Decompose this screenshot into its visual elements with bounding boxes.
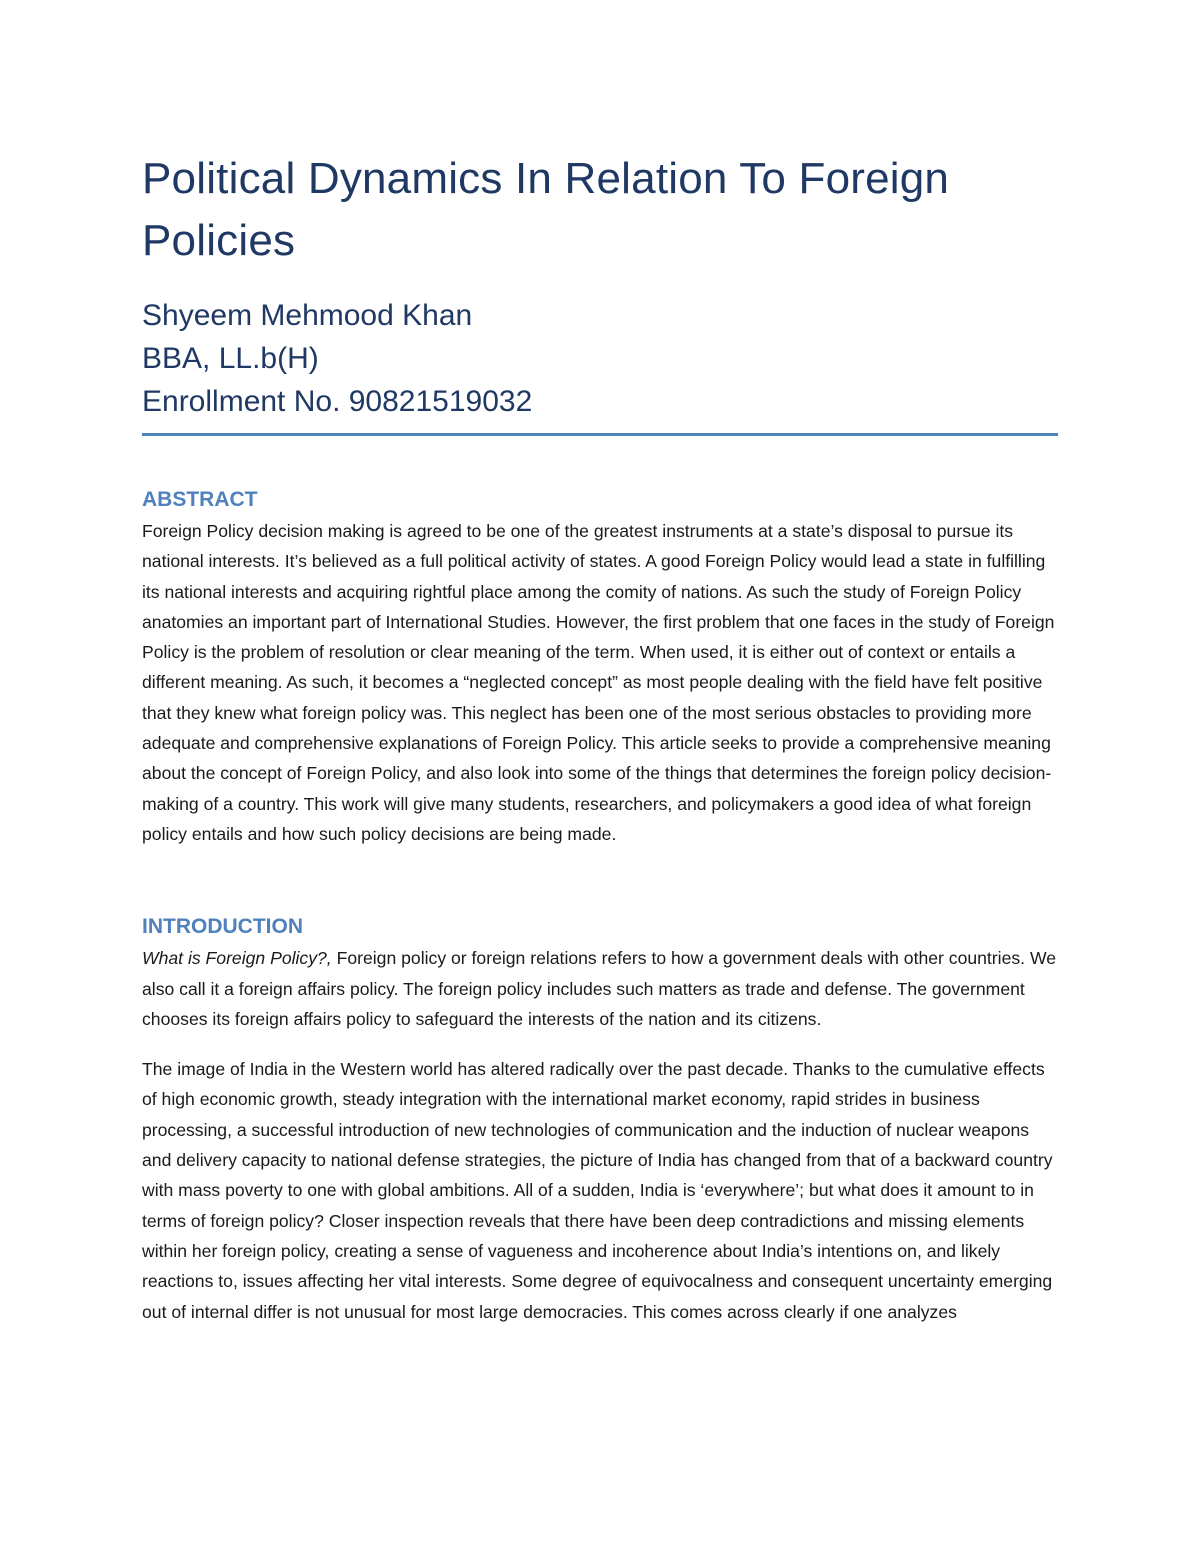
introduction-paragraph-2: The image of India in the Western world has altered radically over the past decade. Thanks to the cumulative effects of high economic growth, steady integration with the international market economy, rapid strides in business processing, a successful introduction of new technologies of communication and the induction of nuclear weapons and delivery capacity to national defense strategies, the picture of India has changed from that of a backward country with mass poverty to one with global ambitions. All of a sudden, India is ‘everywhere’; but what does it amount to in terms of foreign policy? Closer inspection reveals that there have been deep contradictions and missing elements within her foreign policy, creating a sense of vagueness and incoherence about India’s intentions on, and likely reactions to, issues affecting her vital interests. Some degree of equivocalness and consequent uncertainty emerging out of internal differ is not unusual for most large democracies. This comes across clearly if one analyzes: [142, 1059, 1053, 1322]
title-divider: [142, 433, 1058, 436]
document-title: Political Dynamics In Relation To Foreign Policies: [142, 154, 950, 265]
introduction-paragraph-1: [142, 943, 1058, 1034]
introduction-paragraph-1-text: Foreign policy or foreign relations refers to how a government deals with other countries. We also call it a foreign affairs policy. The foreign policy includes such matters as trade and defense. The government chooses its foreign affairs policy to safeguard the interests of the nation and its citizens.: [142, 948, 1057, 1029]
abstract-heading: ABSTRACT: [142, 488, 258, 511]
author-block: [142, 294, 1058, 423]
introduction-heading: INTRODUCTION: [142, 915, 303, 939]
abstract-paragraph: Foreign Policy decision making is agreed to be one of the greatest instruments at a state’s disposal to pursue its national interests. It’s believed as a full political activity of states. A good Foreign Policy would lead a state in fulfilling its national interests and acquiring rightful place among the comity of nations. As such the study of Foreign Policy anatomies an important part of International Studies. However, the first problem that one faces in the study of Foreign Policy is the problem of resolution or clear meaning of the term. When used, it is either out of context or entails a different meaning. As such, it becomes a “neglected concept” as most people dealing with the field have felt positive that they knew what foreign policy was. This neglect has been one of the most serious obstacles to providing more adequate and comprehensive explanations of Foreign Policy. This article seeks to provide a comprehensive meaning about the concept of Foreign Policy, and also look into some of the things that determines the foreign policy decision-making of a country. This work will give many students, researchers, and policymakers a good idea of what foreign policy entails and how such policy decisions are being made.: [142, 521, 1055, 844]
introduction-lead-question: What is Foreign Policy?,: [142, 948, 332, 969]
author-name: Shyeem Mehmood Khan: [142, 299, 473, 332]
document-page: [142, 148, 1058, 1327]
author-enrollment: Enrollment No. 90821519032: [142, 385, 533, 418]
author-degree: BBA, LL.b(H): [142, 342, 319, 375]
